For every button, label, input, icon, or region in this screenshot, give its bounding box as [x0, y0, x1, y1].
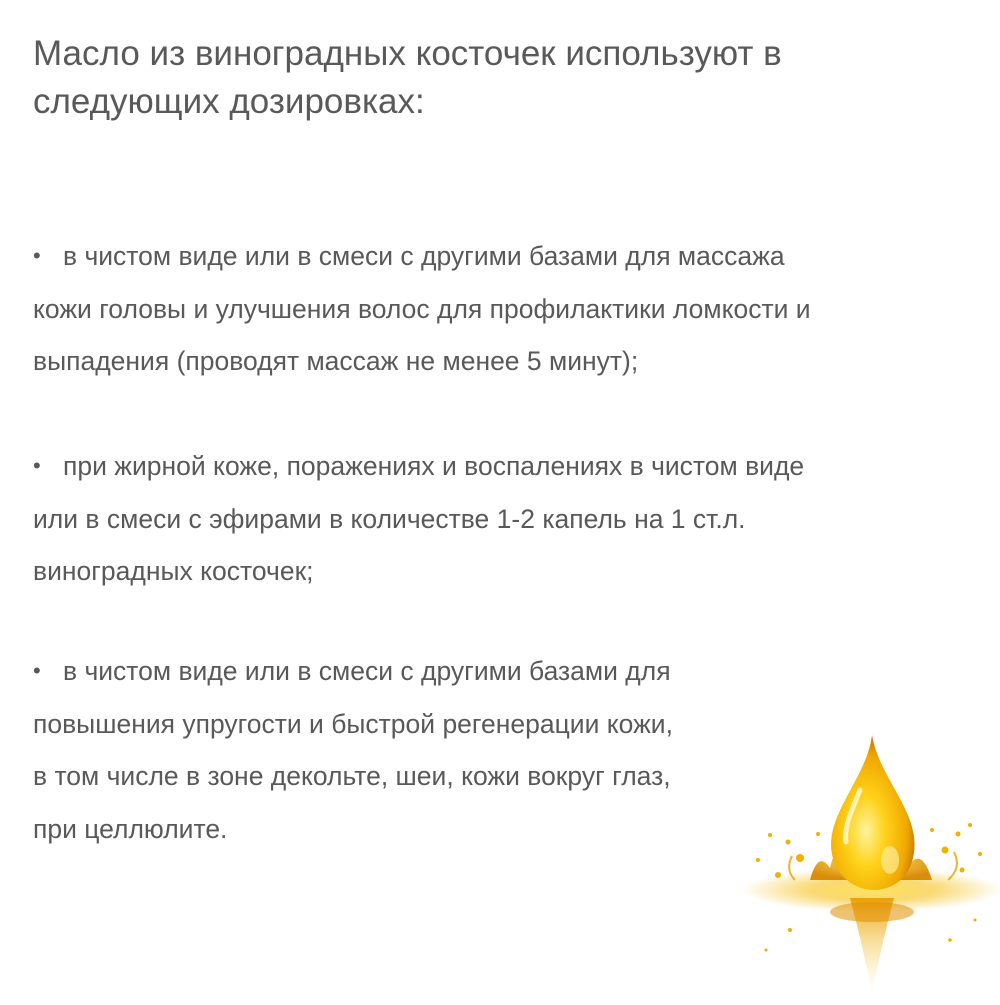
- bullet-2-text-1: при жирной коже, поражениях и воспалениях в чистом виде: [63, 451, 805, 481]
- bullet-1-line-3: выпадения (проводят массаж не менее 5 минут);: [33, 346, 639, 376]
- bullet-1-line-1: [33, 230, 983, 283]
- bullet-dot-icon: •: [33, 658, 41, 683]
- bullet-3-line-2: повышения упругости и быстрой регенерации кожи,: [33, 708, 673, 739]
- bullet-dot-icon: •: [33, 453, 41, 478]
- bullet-1-line-2: кожи головы и улучшения волос для профилактики ломкости и: [33, 293, 811, 324]
- oil-drop-splash-icon: [700, 730, 1000, 1000]
- title-line-2: следующих дозировках:: [33, 82, 425, 121]
- bullet-2-line-2: или в смеси с эфирами в количестве 1-2 капель на 1 ст.л.: [33, 503, 746, 534]
- bullet-dot-icon: •: [33, 243, 41, 268]
- page-title: [33, 30, 933, 126]
- bullet-2-line-3: виноградных косточек;: [33, 556, 314, 586]
- bullet-item-1: [33, 230, 983, 388]
- bullet-2-line-1: [33, 440, 983, 493]
- bullet-3-line-1: [33, 645, 983, 698]
- bullet-3-line-4: при целлюлите.: [33, 813, 228, 844]
- title-line-1: Масло из виноградных косточек используют в: [33, 34, 782, 73]
- bullet-3-text-1: в чистом виде или в смеси с другими базами для: [63, 656, 671, 686]
- bullet-3-line-3: в том числе в зоне декольте, шеи, кожи вокруг глаз,: [33, 761, 671, 791]
- bullet-item-2: [33, 440, 983, 598]
- bullet-1-text-1: в чистом виде или в смеси с другими базами для массажа: [63, 241, 785, 271]
